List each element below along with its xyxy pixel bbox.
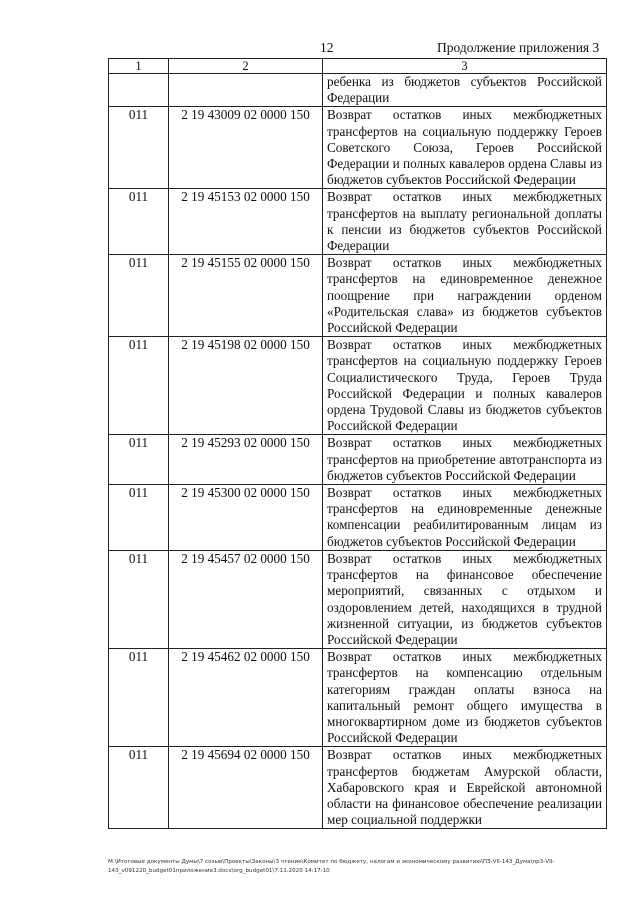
carry-over-row (109, 74, 607, 107)
row-code: 011 (109, 485, 169, 551)
row-kbk-code: 2 19 45462 02 0000 150 (169, 649, 323, 747)
table-row (109, 747, 607, 829)
row-kbk-code: 2 19 45153 02 0000 150 (169, 189, 323, 255)
column-number-row (109, 59, 607, 74)
row-kbk-code: 2 19 45293 02 0000 150 (169, 435, 323, 485)
row-description: Возврат остатков иных межбюджетных трансфертов на социальную поддержку Героев Советского Союза, Героев Российской Федерации и полных кавалеров ордена Славы из бюджетов субъектов Российской Федерации (323, 107, 607, 189)
row-kbk-code: 2 19 45198 02 0000 150 (169, 337, 323, 435)
budget-codes-table (108, 58, 607, 829)
row-code: 011 (109, 255, 169, 337)
table-row (109, 550, 607, 648)
row-code: 011 (109, 337, 169, 435)
table-row (109, 485, 607, 551)
column-header-3: 3 (323, 59, 607, 74)
page-number: 12 (320, 40, 334, 55)
row-description: Возврат остатков иных межбюджетных трансфертов бюджетам Амурской области, Хабаровского края и Еврейской автономной области на финансовое обеспечение реализации мер социальной поддержки (323, 747, 607, 829)
table-row (109, 649, 607, 747)
row-description: Возврат остатков иных межбюджетных трансфертов на приобретение автотранспорта из бюджетов субъектов Российской Федерации (323, 435, 607, 485)
table-row (109, 107, 607, 189)
carry-over-text: ребенка из бюджетов субъектов Российской Федерации (323, 74, 607, 107)
column-header-1: 1 (109, 59, 169, 74)
column-header-2: 2 (169, 59, 323, 74)
row-kbk-code: 2 19 45694 02 0000 150 (169, 747, 323, 829)
row-description: Возврат остатков иных межбюджетных трансфертов на выплату региональной доплаты к пенсии из бюджетов субъектов Российской Федерации (323, 189, 607, 255)
row-code: 011 (109, 747, 169, 829)
row-description: Возврат остатков иных межбюджетных трансфертов на компенсацию отдельным категориям граждан оплаты взноса на капитальный ремонт общего имущества в многоквартирном доме из бюджетов субъектов Российской Федерации (323, 649, 607, 747)
row-code: 011 (109, 550, 169, 648)
row-description: Возврат остатков иных межбюджетных трансфертов на финансовое обеспечение мероприятий, связанных с отдыхом и оздоровлением детей, находящихся в трудной жизненной ситуации, из бюджетов субъектов Российской Федерации (323, 550, 607, 648)
table-row (109, 337, 607, 435)
row-description: Возврат остатков иных межбюджетных трансфертов на единовременные денежные компенсации реабилитированным лицам из бюджетов субъектов Российской Федерации (323, 485, 607, 551)
row-description: Возврат остатков иных межбюджетных трансфертов на единовременное денежное поощрение при награждении орденом «Родительская слава» из бюджетов субъектов Российской Федерации (323, 255, 607, 337)
footer-line-2: 143_v091220_budget01приложение3.docx\org_budget01\7.11.2020 14:17:10 (108, 868, 330, 874)
row-description: Возврат остатков иных межбюджетных трансфертов на социальную поддержку Героев Социалистического Труда, Героев Труда Российской Федерации и полных кавалеров ордена Трудовой Славы из бюджетов субъектов Российской Федерации (323, 337, 607, 435)
row-kbk-code: 2 19 45457 02 0000 150 (169, 550, 323, 648)
file-path-footer (108, 858, 608, 876)
footer-line-1: M:\Итоговые документы Думы\7 созыв\Проекты\Законы\3 чтение\Комитет по бюджету, налогам и экономическому развитию\ПЗ-VII-143_Дума\пр3-VII- (108, 859, 555, 865)
row-kbk-code: 2 19 45300 02 0000 150 (169, 485, 323, 551)
row-code: 011 (109, 107, 169, 189)
row-code: 011 (109, 649, 169, 747)
row-code: 011 (109, 435, 169, 485)
table-row (109, 255, 607, 337)
row-code: 011 (109, 189, 169, 255)
row-kbk-code: 2 19 45155 02 0000 150 (169, 255, 323, 337)
table-row (109, 189, 607, 255)
continuation-label: Продолжение приложения 3 (437, 40, 600, 55)
row-kbk-code: 2 19 43009 02 0000 150 (169, 107, 323, 189)
table-row (109, 435, 607, 485)
